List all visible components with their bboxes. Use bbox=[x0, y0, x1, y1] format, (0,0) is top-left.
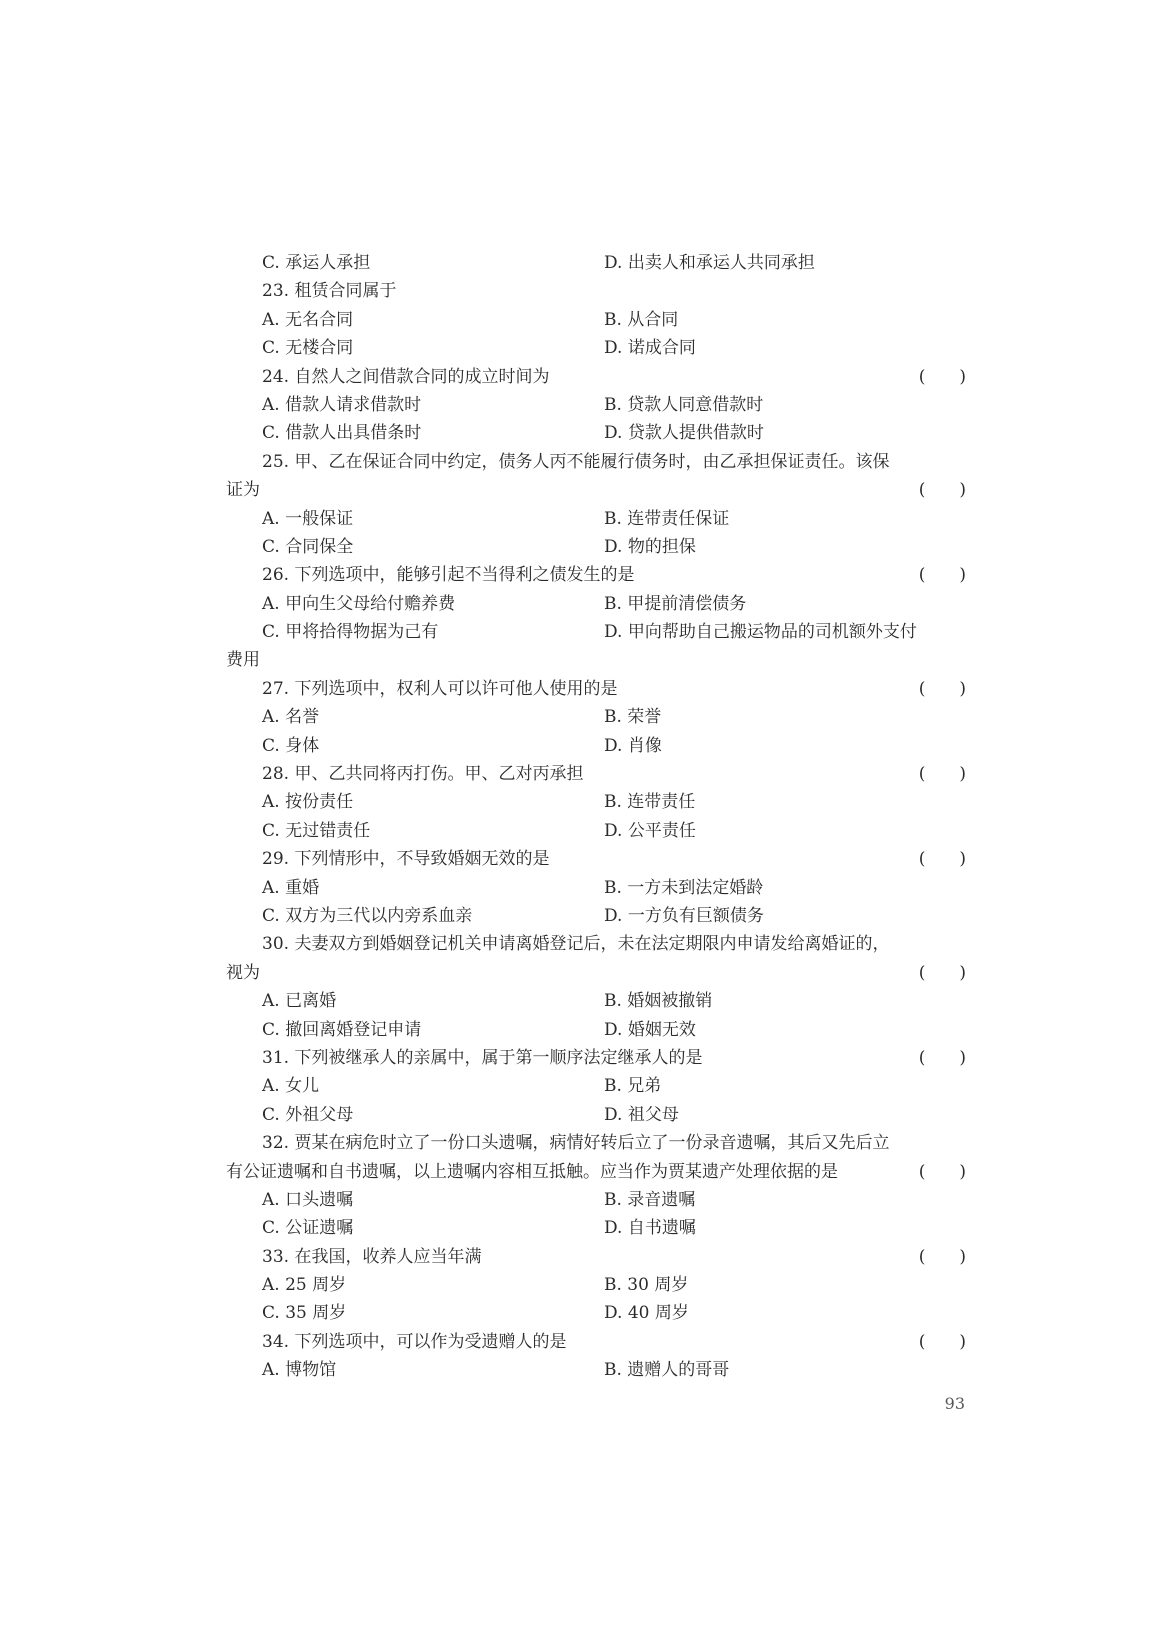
option-row bbox=[226, 874, 966, 902]
question-stem: 34. 下列选项中，可以作为受遗赠人的是 bbox=[262, 1331, 567, 1352]
question-27 bbox=[226, 675, 966, 703]
question-26 bbox=[226, 561, 966, 589]
option-a: A. 女儿 bbox=[262, 1076, 320, 1097]
option-row bbox=[226, 1186, 966, 1214]
option-a: A. 按份责任 bbox=[262, 792, 354, 813]
option-d: D. 自书遗嘱 bbox=[604, 1218, 696, 1239]
option-d: D. 出卖人和承运人共同承担 bbox=[604, 253, 815, 273]
option-row bbox=[226, 306, 966, 334]
option-b: B. 连带责任保证 bbox=[604, 508, 730, 529]
question-34 bbox=[226, 1328, 966, 1356]
option-a: A. 名誉 bbox=[262, 707, 320, 728]
question-stem: 27. 下列选项中，权利人可以许可他人使用的是 bbox=[262, 678, 618, 699]
question-stem-continued: 证为 bbox=[226, 480, 260, 501]
option-d: D. 婚姻无效 bbox=[604, 1019, 696, 1040]
option-d: D. 40 周岁 bbox=[604, 1303, 689, 1324]
option-d-continued bbox=[226, 646, 966, 674]
option-row bbox=[226, 902, 966, 930]
option-c: C. 合同保全 bbox=[262, 536, 354, 557]
question-32 bbox=[226, 1129, 966, 1157]
answer-bracket: ( ) bbox=[918, 565, 966, 586]
option-row bbox=[226, 1101, 966, 1129]
option-row bbox=[226, 618, 966, 646]
option-c: C. 承运人承担 bbox=[262, 253, 371, 273]
option-row bbox=[226, 505, 966, 533]
answer-bracket: ( ) bbox=[918, 962, 966, 983]
option-row bbox=[226, 1214, 966, 1242]
answer-bracket: ( ) bbox=[918, 1246, 966, 1267]
option-row bbox=[226, 1271, 966, 1299]
option-row bbox=[226, 1072, 966, 1100]
option-row bbox=[226, 249, 966, 277]
question-stem-continued: 视为 bbox=[226, 962, 260, 983]
question-stem: 30. 夫妻双方到婚姻登记机关申请离婚登记后，未在法定期限内申请发给离婚证的， bbox=[262, 934, 890, 955]
option-c: C. 35 周岁 bbox=[262, 1303, 347, 1324]
option-a: A. 一般保证 bbox=[262, 508, 354, 529]
answer-bracket: ( ) bbox=[918, 1331, 966, 1352]
option-c: C. 无过错责任 bbox=[262, 820, 371, 841]
option-b: B. 遗赠人的哥哥 bbox=[604, 1360, 730, 1381]
option-d: D. 物的担保 bbox=[604, 536, 696, 557]
option-row bbox=[226, 334, 966, 362]
option-c: C. 甲将拾得物据为己有 bbox=[262, 622, 439, 643]
question-stem-continued: 有公证遗嘱和自书遗嘱，以上遗嘱内容相互抵触。应当作为贾某遗产处理依据的是 bbox=[226, 1161, 838, 1182]
question-23 bbox=[226, 277, 966, 305]
question-25-continued bbox=[226, 476, 966, 504]
option-c: C. 外祖父母 bbox=[262, 1104, 354, 1125]
option-row bbox=[226, 703, 966, 731]
question-stem: 23. 租赁合同属于 bbox=[262, 281, 397, 302]
question-stem: 29. 下列情形中，不导致婚姻无效的是 bbox=[262, 849, 550, 870]
option-b: B. 录音遗嘱 bbox=[604, 1189, 696, 1210]
option-c: C. 双方为三代以内旁系血亲 bbox=[262, 905, 473, 926]
option-a: A. 博物馆 bbox=[262, 1360, 337, 1381]
option-c: C. 公证遗嘱 bbox=[262, 1218, 354, 1239]
answer-bracket: ( ) bbox=[918, 366, 966, 387]
option-row bbox=[226, 788, 966, 816]
question-stem: 33. 在我国，收养人应当年满 bbox=[262, 1246, 482, 1267]
option-d: D. 一方负有巨额债务 bbox=[604, 905, 764, 926]
option-c: C. 无楼合同 bbox=[262, 338, 354, 359]
option-d: D. 肖像 bbox=[604, 735, 662, 756]
option-row bbox=[226, 1356, 966, 1384]
option-b: B. 婚姻被撤销 bbox=[604, 991, 713, 1012]
option-a: A. 重婚 bbox=[262, 877, 320, 898]
option-row bbox=[226, 1299, 966, 1327]
option-a: A. 已离婚 bbox=[262, 991, 337, 1012]
option-b: B. 一方未到法定婚龄 bbox=[604, 877, 764, 898]
page-number: 93 bbox=[944, 1394, 965, 1413]
option-b: B. 连带责任 bbox=[604, 792, 696, 813]
option-row bbox=[226, 1016, 966, 1044]
option-d: D. 祖父母 bbox=[604, 1104, 679, 1125]
question-stem: 31. 下列被继承人的亲属中，属于第一顺序法定继承人的是 bbox=[262, 1047, 703, 1068]
option-row bbox=[226, 590, 966, 618]
question-30-continued bbox=[226, 959, 966, 987]
option-d: D. 贷款人提供借款时 bbox=[604, 423, 764, 444]
answer-bracket: ( ) bbox=[918, 678, 966, 699]
question-stem: 25. 甲、乙在保证合同中约定，债务人丙不能履行债务时，由乙承担保证责任。该保 bbox=[262, 451, 890, 472]
question-33 bbox=[226, 1243, 966, 1271]
question-31 bbox=[226, 1044, 966, 1072]
option-row bbox=[226, 533, 966, 561]
option-b: B. 30 周岁 bbox=[604, 1275, 689, 1296]
option-c: C. 借款人出具借条时 bbox=[262, 423, 422, 444]
option-a: A. 甲向生父母给付赡养费 bbox=[262, 593, 456, 614]
question-24 bbox=[226, 363, 966, 391]
option-b: B. 从合同 bbox=[604, 309, 679, 330]
answer-bracket: ( ) bbox=[918, 1161, 966, 1182]
question-stem: 24. 自然人之间借款合同的成立时间为 bbox=[262, 366, 550, 387]
question-25 bbox=[226, 448, 966, 476]
question-28 bbox=[226, 760, 966, 788]
question-30 bbox=[226, 930, 966, 958]
option-b: B. 甲提前清偿债务 bbox=[604, 593, 747, 614]
option-d: D. 公平责任 bbox=[604, 820, 696, 841]
answer-bracket: ( ) bbox=[918, 480, 966, 501]
option-a: A. 口头遗嘱 bbox=[262, 1189, 354, 1210]
option-d: D. 甲向帮助自己搬运物品的司机额外支付 bbox=[604, 622, 917, 643]
option-row bbox=[226, 732, 966, 760]
option-row bbox=[226, 391, 966, 419]
option-d: D. 诺成合同 bbox=[604, 338, 696, 359]
question-32-continued bbox=[226, 1158, 966, 1186]
option-c: C. 身体 bbox=[262, 735, 320, 756]
question-stem: 26. 下列选项中，能够引起不当得利之债发生的是 bbox=[262, 565, 635, 586]
option-b: B. 兄弟 bbox=[604, 1076, 662, 1097]
option-a: A. 无名合同 bbox=[262, 309, 354, 330]
question-list bbox=[226, 249, 966, 1385]
option-a: A. 25 周岁 bbox=[262, 1275, 347, 1296]
question-stem: 28. 甲、乙共同将丙打伤。甲、乙对丙承担 bbox=[262, 764, 584, 785]
option-c: C. 撤回离婚登记申请 bbox=[262, 1019, 422, 1040]
answer-bracket: ( ) bbox=[918, 849, 966, 870]
option-b: B. 贷款人同意借款时 bbox=[604, 394, 764, 415]
answer-bracket: ( ) bbox=[918, 764, 966, 785]
option-text-continued: 费用 bbox=[226, 650, 260, 671]
option-row bbox=[226, 817, 966, 845]
option-row bbox=[226, 419, 966, 447]
option-b: B. 荣誉 bbox=[604, 707, 662, 728]
answer-bracket: ( ) bbox=[918, 1047, 966, 1068]
option-a: A. 借款人请求借款时 bbox=[262, 394, 422, 415]
question-29 bbox=[226, 845, 966, 873]
question-stem: 32. 贾某在病危时立了一份口头遗嘱，病情好转后立了一份录音遗嘱，其后又先后立 bbox=[262, 1133, 890, 1154]
